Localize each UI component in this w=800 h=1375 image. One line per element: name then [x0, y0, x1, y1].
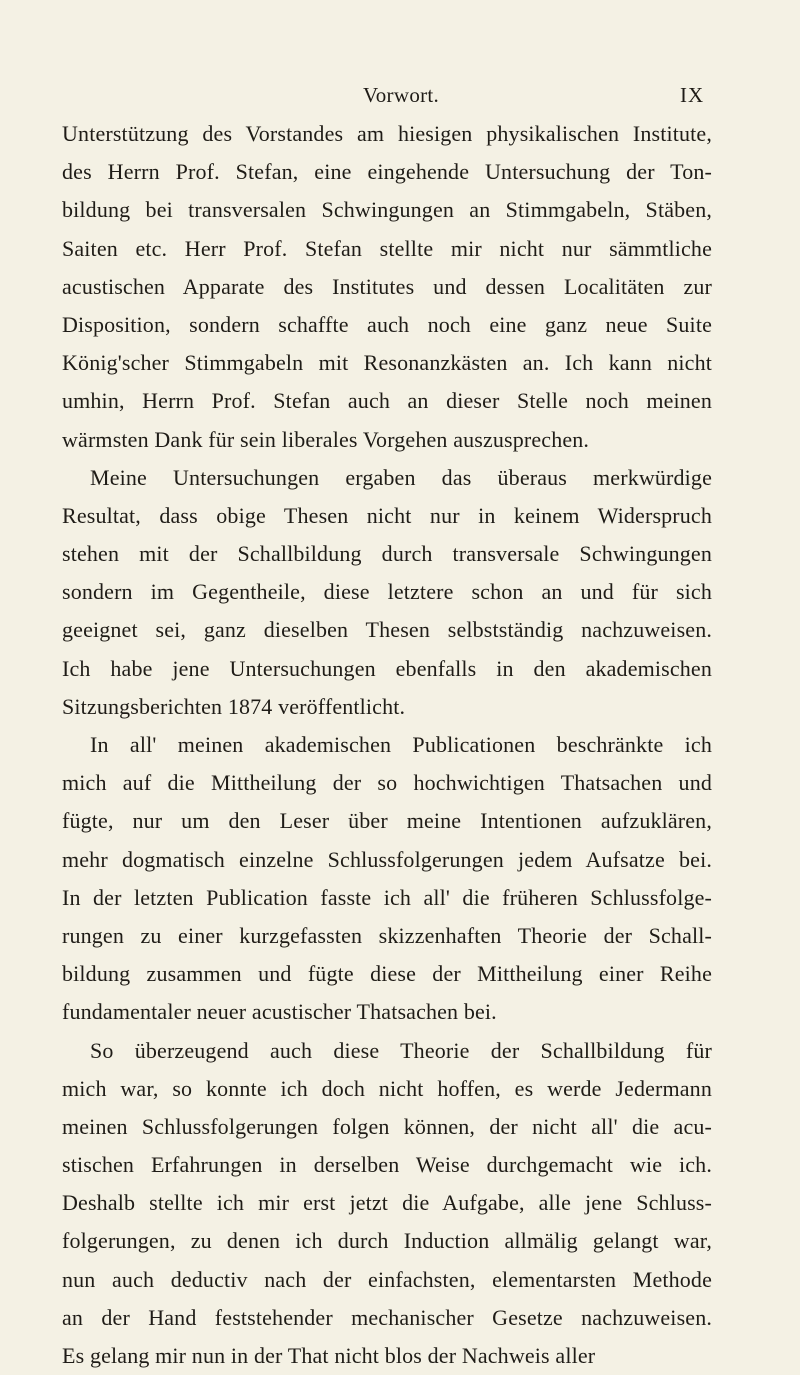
text-line: meinen Schlussfolgerungen folgen können, der nicht all' die acu-	[62, 1113, 712, 1139]
text-line: Ich habe jene Untersuchungen ebenfalls in den akademischen	[62, 655, 712, 681]
text-line: fügte, nur um den Leser über meine Intentionen aufzuklären,	[62, 808, 712, 834]
text-line: an der Hand feststehender mechanischer Gesetze nachzuweisen.	[62, 1304, 712, 1330]
text-line: sondern im Gegentheile, diese letztere schon an und für sich	[62, 579, 712, 605]
text-line: In der letzten Publication fasste ich all' die früheren Schlussfolge-	[62, 884, 712, 910]
text-line: rungen zu einer kurzgefassten skizzenhaften Theorie der Schall-	[62, 922, 712, 948]
text-line: mehr dogmatisch einzelne Schlussfolgerungen jedem Aufsatze bei.	[62, 846, 712, 872]
text-line: des Herrn Prof. Stefan, eine eingehende Untersuchung der Ton-	[62, 159, 712, 185]
text-line: fundamentaler neuer acustischer Thatsachen bei.	[62, 999, 497, 1025]
text-line: Resultat, dass obige Thesen nicht nur in keinem Widerspruch	[62, 502, 712, 528]
running-header	[0, 83, 800, 113]
text-line: Disposition, sondern schaffte auch noch eine ganz neue Suite	[62, 311, 712, 337]
page-number: IX	[680, 83, 705, 107]
text-line: mich auf die Mittheilung der so hochwichtigen Thatsachen und	[62, 770, 712, 796]
text-line: mich war, so konnte ich doch nicht hoffen, es werde Jedermann	[62, 1075, 712, 1101]
text-line: Deshalb stellte ich mir erst jetzt die Aufgabe, alle jene Schluss-	[62, 1190, 712, 1216]
text-line: stischen Erfahrungen in derselben Weise durchgemacht wie ich.	[62, 1152, 712, 1178]
text-line: stehen mit der Schallbildung durch transversale Schwingungen	[62, 541, 712, 567]
text-line: wärmsten Dank für sein liberales Vorgehen auszusprechen.	[62, 426, 590, 452]
text-line: acustischen Apparate des Institutes und dessen Localitäten zur	[62, 273, 712, 299]
text-line: Unterstützung des Vorstandes am hiesigen physikalischen Institute,	[62, 121, 712, 146]
text-line: umhin, Herrn Prof. Stefan auch an dieser Stelle noch meinen	[62, 388, 712, 414]
paragraph-first-line: So überzeugend auch diese Theorie der Schallbildung für	[90, 1037, 712, 1063]
text-line: König'scher Stimmgabeln mit Resonanzkästen an. Ich kann nicht	[62, 350, 712, 376]
running-title: Vorwort.	[363, 83, 440, 107]
text-line: Es gelang mir nun in der That nicht blos der Nachweis aller	[62, 1343, 596, 1368]
body-text	[62, 115, 712, 1375]
text-line: nun auch deductiv nach der einfachsten, elementarsten Methode	[62, 1266, 712, 1292]
text-line: bildung bei transversalen Schwingungen an Stimmgabeln, Stäben,	[62, 197, 712, 223]
text-line: Sitzungsberichten 1874 veröffentlicht.	[62, 693, 406, 719]
text-line: folgerungen, zu denen ich durch Induction allmälig gelangt war,	[62, 1228, 712, 1254]
text-line: geeignet sei, ganz dieselben Thesen selbstständig nachzuweisen.	[62, 617, 712, 643]
paragraph-first-line: Meine Untersuchungen ergaben das überaus merkwürdige	[90, 464, 712, 490]
paragraph-first-line: In all' meinen akademischen Publicationen beschränkte ich	[90, 732, 712, 757]
text-line: bildung zusammen und fügte diese der Mittheilung einer Reihe	[62, 961, 712, 987]
text-line: Saiten etc. Herr Prof. Stefan stellte mir nicht nur sämmtliche	[62, 235, 712, 261]
